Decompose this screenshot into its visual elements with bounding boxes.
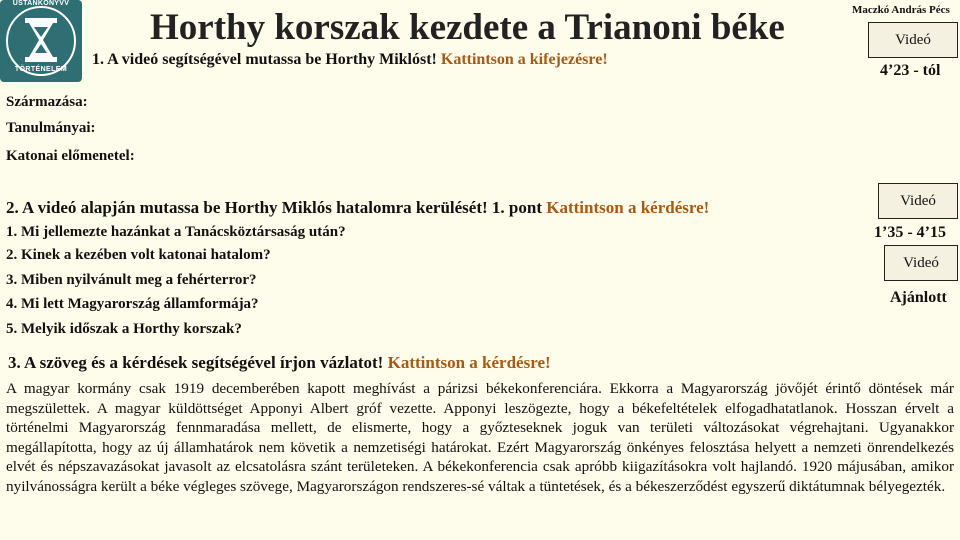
logo bbox=[0, 0, 82, 82]
question-3: 3. Miben nyilvánult meg a fehérterror? bbox=[6, 272, 257, 288]
question-5: 5. Melyik időszak a Horthy korszak? bbox=[6, 321, 242, 337]
author-label: Maczkó András Pécs bbox=[852, 4, 950, 16]
video-time-2: 1’35 - 4’15 bbox=[874, 224, 946, 241]
task3-text: 3. A szöveg és a kérdések segítségével írjon vázlatot! bbox=[8, 353, 388, 372]
field-origin: Származása: bbox=[6, 94, 88, 110]
recommended-label: Ajánlott bbox=[890, 289, 947, 306]
video-button-3[interactable]: Videó bbox=[884, 245, 958, 281]
question-1: 1. Mi jellemezte hazánkat a Tanácsköztársaság után? bbox=[6, 224, 346, 240]
source-paragraph: A magyar kormány csak 1919 decemberében kapott meghívást a párizsi békekonferenciára. Ekkorra a Magyarország jövőjét érintő döntések már megszülettek. A magyar küldöttséget Apponyi Albert gróf vezette. Apponyi leszögezte, hogy a békefeltételek elfogadhatatlanok. Hosszan érvelt a történelmi Magyarország fennmaradása mellett, de elismerte, hogy a győzteseknek joguk van területi változásokat végrehajtani. Ugyanakkor megállapította, hogy az új államhatárok nem követik a nemzetiségi határokat. Ezért Magyarország önkényes felosztása helyett a nemzeti önrendelkezés elvét és népszavazásokat javasolt az elcsatolásra szánt területeken. A békekonferencia csak apróbb kiigazításokra volt hajlandó. 1920 májusában, amikor nyilvánosságra került a béke végleges szövege, Magyarországon rendszeres-sé váltak a tüntetések, és a békeszerződést egyszerű diktátumnak bélyegezték. bbox=[6, 380, 954, 495]
logo-top-text: ŰSTANKÖNYVV bbox=[12, 0, 70, 7]
task1-text: 1. A videó segítségével mutassa be Horthy Miklóst! bbox=[92, 51, 441, 68]
task1-instruction bbox=[92, 51, 608, 69]
task2-link[interactable]: Kattintson a kérdésre! bbox=[546, 198, 710, 217]
field-studies: Tanulmányai: bbox=[6, 120, 96, 136]
task3-link[interactable]: Kattintson a kérdésre! bbox=[387, 353, 551, 372]
task2-text: 2. A videó alapján mutassa be Horthy Miklós hatalomra kerülését! 1. pont bbox=[6, 198, 547, 217]
task2-instruction bbox=[6, 198, 766, 218]
page-title: Horthy korszak kezdete a Trianoni béke bbox=[150, 7, 785, 48]
video-button-1[interactable]: Videó bbox=[868, 22, 958, 58]
video-time-1: 4’23 - tól bbox=[880, 62, 941, 79]
video-button-2[interactable]: Videó bbox=[878, 183, 958, 219]
question-2: 2. Kinek a kezében volt katonai hatalom? bbox=[6, 247, 271, 263]
task1-link[interactable]: Kattintson a kifejezésre! bbox=[440, 51, 608, 68]
field-military: Katonai előmenetel: bbox=[6, 148, 135, 164]
question-4: 4. Mi lett Magyarország államformája? bbox=[6, 296, 259, 312]
hourglass-icon bbox=[25, 18, 57, 62]
task3-instruction bbox=[8, 353, 551, 373]
logo-bottom-text: TÖRTÉNELEM bbox=[14, 66, 68, 73]
